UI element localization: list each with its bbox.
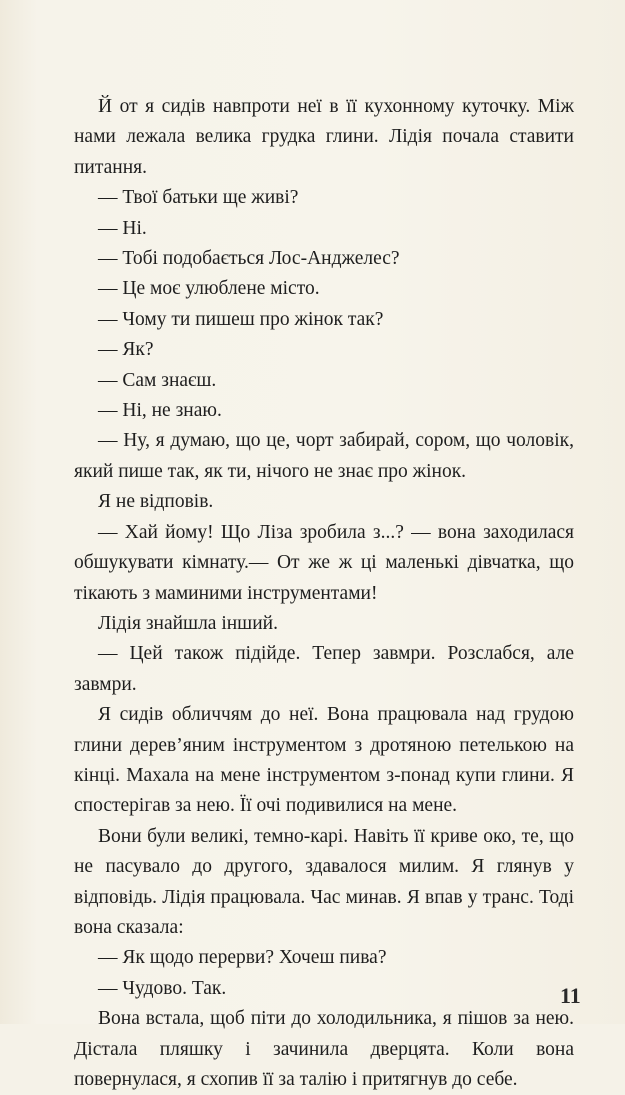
paragraph: Вони були великі, темно-карі. Навіть її криве око, те, що не пасувало до другого, здавалося милим. Я глянув у відповідь. Лідія працювала. Час минав. Я впав у транс. Тоді вона сказала: bbox=[74, 825, 574, 938]
paragraph: — Твої батьки ще живі? bbox=[98, 187, 299, 209]
body-text bbox=[74, 92, 574, 1095]
paragraph: — Це моє улюблене місто. bbox=[98, 278, 320, 300]
paragraph: — Як? bbox=[98, 339, 154, 361]
paragraph: — Хай йому! Що Ліза зробила з...? — вона заходилася обшукувати кімнату.— От же ж ці маленькі дівчатка, що тікають з маминими інструментами! bbox=[74, 521, 574, 604]
paragraph: — Чому ти пишеш про жінок так? bbox=[98, 308, 384, 330]
paragraph: — Сам знаєш. bbox=[98, 369, 217, 391]
paragraph: — Ні, не знаю. bbox=[98, 400, 222, 422]
paragraph: — Тобі подобається Лос-Анджелес? bbox=[98, 248, 400, 270]
paragraph: Лідія знайшла інший. bbox=[98, 612, 278, 634]
paragraph: Вона встала, щоб піти до холодильника, я пішов за нею. Дістала пляшку і зачинила дверцята. Коли вона повернулася, я схопив її за талію і притягнув до себе. bbox=[74, 1008, 574, 1090]
page-number: 11 bbox=[560, 983, 581, 1008]
paragraph: Я сидів обличчям до неї. Вона працювала над грудою глини дерев’яним інструментом з дротяною петелькою на кінці. Махала на мене інструментом з-понад купи глини. Я спостерігав за нею. Її очі подивилися на мене. bbox=[74, 704, 574, 817]
paragraph: — Як щодо перерви? Хочеш пива? bbox=[98, 947, 387, 969]
paragraph: — Цей також підійде. Тепер завмри. Розслабся, але завмри. bbox=[74, 643, 574, 695]
paragraph: — Чудово. Так. bbox=[98, 977, 227, 999]
paragraph: Я не відповів. bbox=[98, 491, 214, 513]
paragraph: Й от я сидів навпроти неї в її кухонному куточку. Між нами лежала велика грудка глини. Лідія почала ставити питання. bbox=[74, 96, 574, 178]
paragraph: — Ні. bbox=[98, 217, 147, 239]
paragraph: — Ну, я думаю, що це, чорт забирай, сором, що чоловік, який пише так, як ти, нічого не знає про жінок. bbox=[74, 430, 574, 482]
